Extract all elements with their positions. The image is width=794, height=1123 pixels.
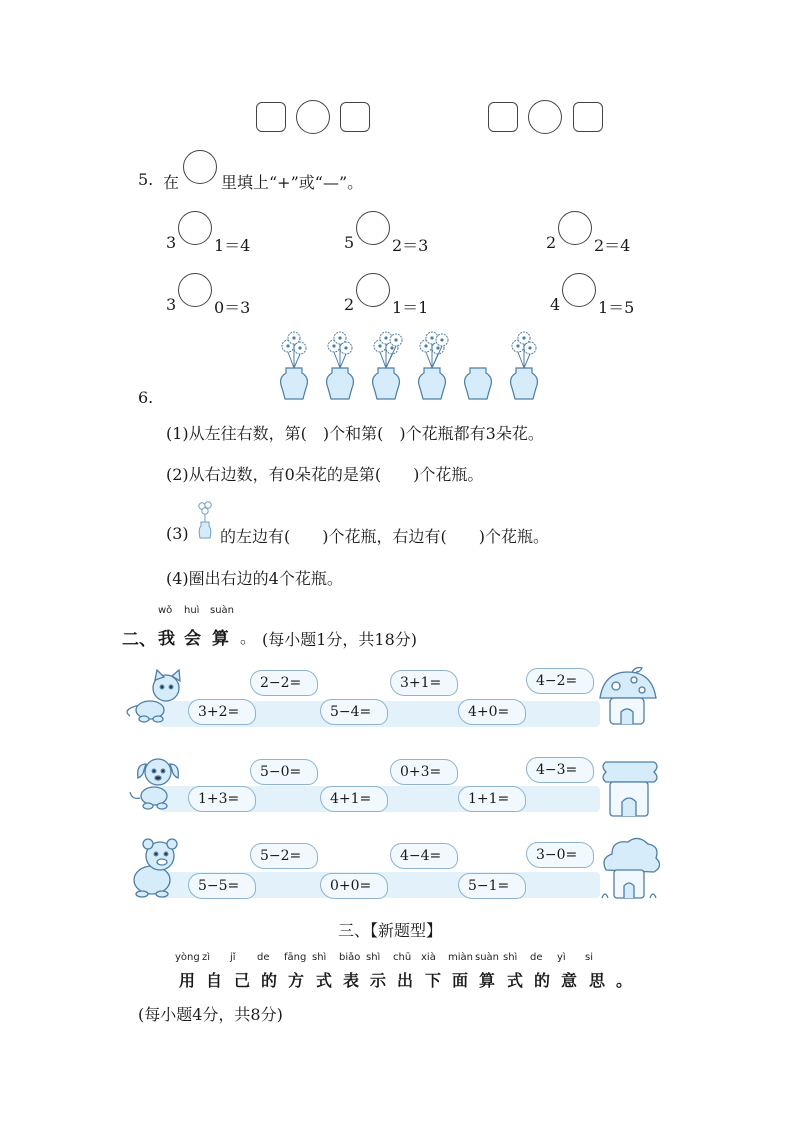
pinyin: suàn	[210, 605, 235, 616]
section2-title-char: 会	[184, 629, 201, 649]
q6-item-4: (4)圈出右边的4个花瓶。	[166, 569, 343, 588]
pinyin: miàn	[448, 952, 473, 963]
q6-item-3: 的左边有( )个花瓶，右边有( )个花瓶。	[220, 527, 549, 546]
equation-operand: 4	[550, 295, 561, 314]
q6-item-2: (2)从右边数，有0朵花的是第( )个花瓶。	[166, 465, 484, 484]
equation-result: 1＝1	[392, 298, 429, 317]
equation-result: 1＝4	[214, 236, 251, 255]
equation-card[interactable]: 3−0=	[526, 842, 594, 868]
section2-title-char: 算	[212, 629, 229, 649]
operator-circle[interactable]	[178, 211, 212, 245]
section3-char: 思	[589, 971, 606, 990]
equation-result: 1＝5	[598, 298, 635, 317]
section3-heading: 三、【新题型】	[338, 921, 443, 940]
vase	[373, 332, 402, 399]
vase	[511, 332, 538, 399]
equation-operand: 5	[344, 233, 355, 252]
equation-card[interactable]: 5−1=	[458, 873, 526, 899]
section2-title-char: 我	[158, 629, 175, 649]
section3-char: 。	[616, 971, 633, 990]
equation-card[interactable]: 5−2=	[250, 843, 318, 869]
q6-label: 6.	[138, 388, 154, 407]
answer-square[interactable]	[340, 102, 370, 132]
section3-char: 的	[534, 971, 551, 990]
pinyin: shì	[366, 952, 381, 963]
q6-item-3-prefix: (3)	[166, 524, 189, 543]
equation-operand: 3	[166, 295, 177, 314]
equation-card[interactable]: 4−2=	[526, 668, 594, 694]
vase	[465, 368, 492, 399]
section3-char: 算	[479, 971, 496, 990]
equation-card[interactable]: 0+3=	[390, 759, 458, 785]
equation-operand: 2	[344, 295, 355, 314]
pinyin: si	[585, 952, 593, 963]
section2-note: (每小题1分，共18分)	[262, 630, 418, 649]
equation-card[interactable]: 4+0=	[458, 699, 526, 725]
mushroom-house-icon	[596, 664, 658, 728]
equation-card[interactable]: 5−5=	[188, 873, 256, 899]
cat-mascot-icon	[122, 666, 188, 724]
section3-char: 式	[507, 971, 524, 990]
equation-card[interactable]: 1+3=	[188, 786, 256, 812]
section3-char: 方	[288, 971, 305, 990]
pinyin: de	[530, 952, 543, 963]
answer-square[interactable]	[488, 102, 518, 132]
pinyin: wǒ	[158, 605, 173, 616]
pinyin: jǐ	[230, 952, 236, 963]
section3-char: 式	[316, 971, 333, 990]
vase-row-illustration	[270, 328, 560, 404]
q6-item-1: (1)从左往右数，第( )个和第( )个花瓶都有3朵花。	[166, 424, 544, 443]
equation-result: 2＝4	[594, 236, 631, 255]
vase	[281, 332, 308, 399]
pinyin: shì	[312, 952, 327, 963]
q5-prompt-post: 里填上“+”或“—”。	[221, 173, 364, 192]
section3-note: (每小题4分，共8分)	[138, 1005, 283, 1024]
section3-char: 意	[561, 971, 578, 990]
equation-result: 0＝3	[214, 298, 251, 317]
vase	[419, 332, 448, 399]
equation-card[interactable]: 3+1=	[390, 670, 458, 696]
section3-char: 的	[261, 971, 278, 990]
pinyin: biǎo	[339, 952, 361, 963]
operator-circle[interactable]	[356, 273, 390, 307]
equation-card[interactable]: 5−0=	[250, 759, 318, 785]
bear-mascot-icon	[124, 836, 186, 900]
section3-char: 出	[397, 971, 414, 990]
pinyin: fāng	[284, 952, 307, 963]
operator-circle[interactable]	[558, 211, 592, 245]
section3-char: 面	[452, 971, 469, 990]
pinyin: zì	[202, 952, 211, 963]
section3-char: 用	[179, 971, 196, 990]
equation-card[interactable]: 5−4=	[320, 699, 388, 725]
pinyin: huì	[184, 605, 200, 616]
section3-char: 示	[370, 971, 387, 990]
pinyin: chū	[393, 952, 412, 963]
pinyin: xià	[421, 952, 436, 963]
equation-card[interactable]: 2−2=	[250, 670, 318, 696]
small-vase-icon	[194, 500, 218, 540]
answer-square[interactable]	[573, 102, 603, 132]
equation-card[interactable]: 3+2=	[188, 699, 256, 725]
section2-title-end: 。	[240, 628, 257, 647]
bone-house-icon	[598, 756, 660, 820]
equation-card[interactable]: 4−3=	[526, 757, 594, 783]
equation-operand: 2	[546, 233, 557, 252]
equation-operand: 3	[166, 233, 177, 252]
q5-prompt-pre: 在	[163, 173, 180, 192]
pinyin: yòng	[175, 952, 200, 963]
pinyin: suàn	[475, 952, 500, 963]
operator-circle[interactable]	[356, 211, 390, 245]
section3-char: 下	[425, 971, 442, 990]
pinyin: de	[257, 952, 270, 963]
answer-square[interactable]	[256, 102, 286, 132]
equation-card[interactable]: 4+1=	[320, 786, 388, 812]
q5-prompt-circle-icon	[183, 150, 217, 184]
pinyin: shì	[503, 952, 518, 963]
section2-number: 二、	[122, 630, 156, 650]
operator-circle[interactable]	[562, 273, 596, 307]
section3-char: 己	[234, 971, 251, 990]
pinyin: yì	[557, 952, 566, 963]
answer-circle[interactable]	[296, 100, 330, 134]
equation-card[interactable]: 1+1=	[458, 786, 526, 812]
equation-result: 2＝3	[392, 236, 429, 255]
q5-label: 5.	[138, 170, 154, 189]
vase	[327, 332, 354, 399]
tree-house-icon	[598, 836, 660, 902]
operator-circle[interactable]	[178, 273, 212, 307]
answer-circle[interactable]	[528, 100, 562, 134]
section3-char: 表	[343, 971, 360, 990]
dog-mascot-icon	[126, 752, 186, 812]
equation-card[interactable]: 4−4=	[390, 843, 458, 869]
section3-char: 自	[206, 971, 223, 990]
equation-card[interactable]: 0+0=	[320, 873, 388, 899]
